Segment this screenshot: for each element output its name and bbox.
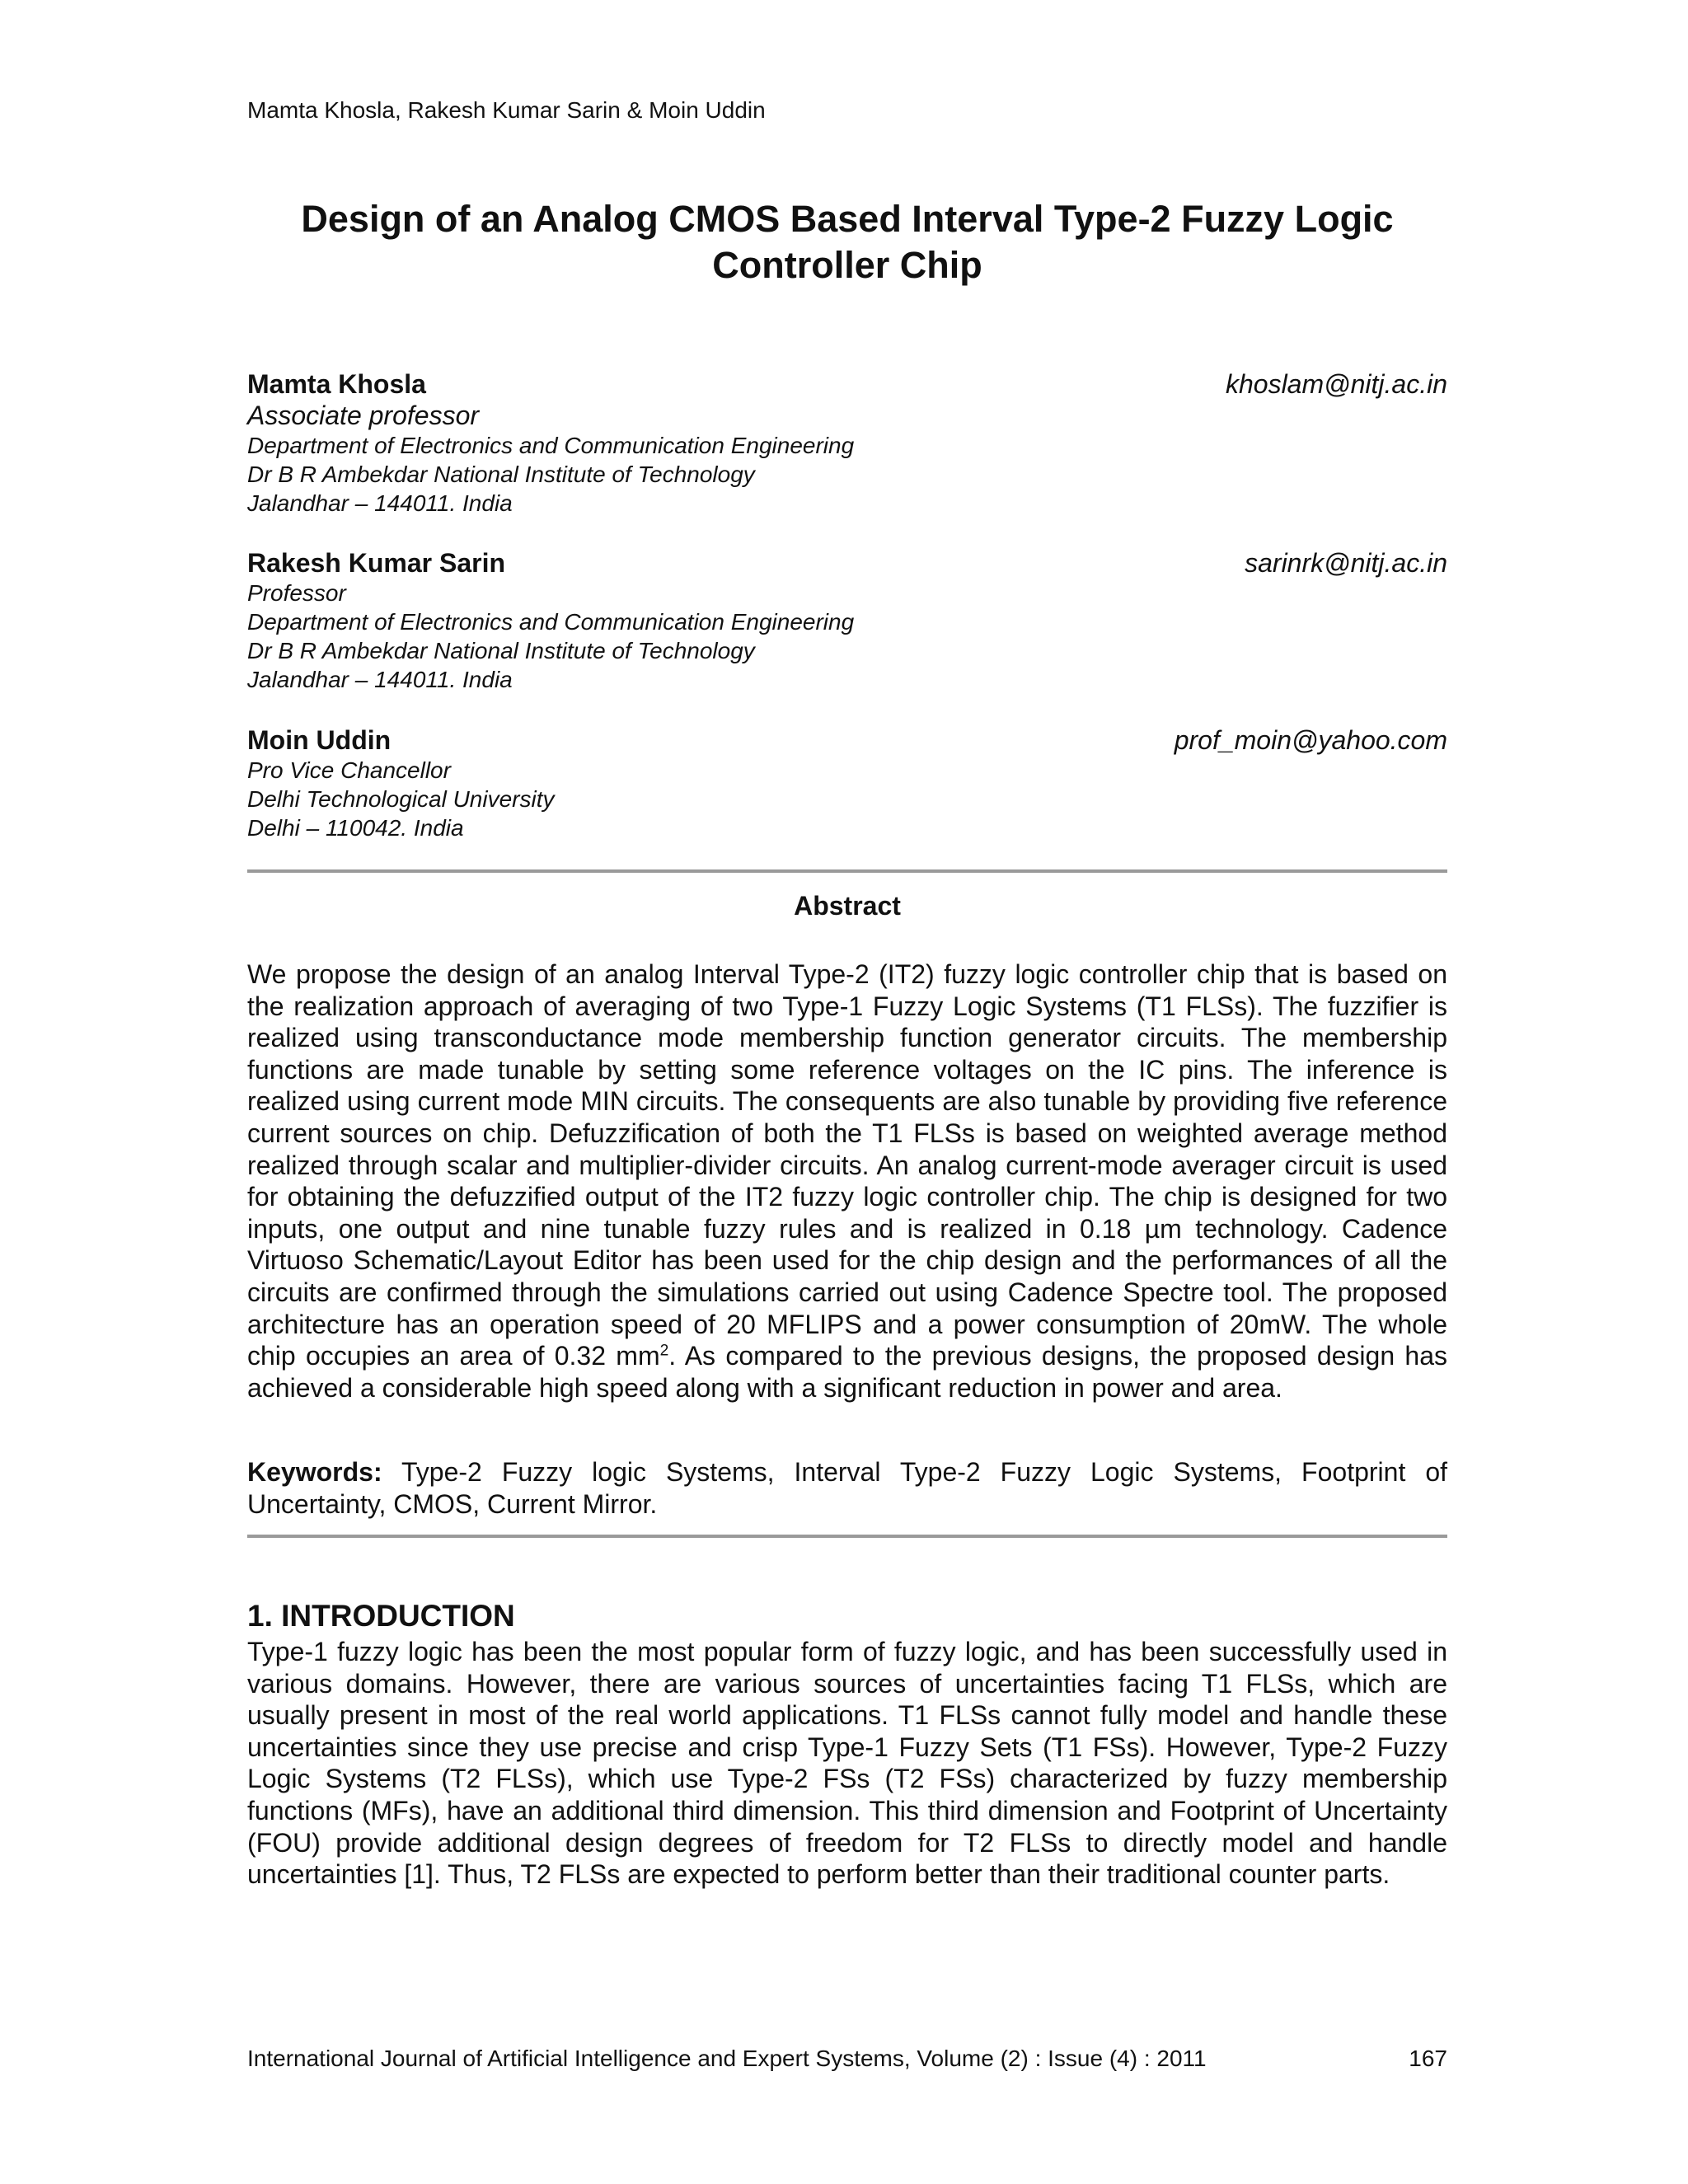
author-block-2 xyxy=(247,547,1447,694)
page-number: 167 xyxy=(1409,2046,1447,2071)
title-line-2: Controller Chip xyxy=(712,244,982,286)
keywords-label: Keywords: xyxy=(247,1457,382,1487)
abstract-body xyxy=(247,958,1447,1404)
running-header: Mamta Khosla, Rakesh Kumar Sarin & Moin Uddin xyxy=(247,97,766,123)
abstract-text-end: . As compared to the previous designs, the proposed design has achieved a considerable high speed along with a significant reduction in power and area. xyxy=(247,1341,1448,1403)
introduction-body: Type-1 fuzzy logic has been the most popular form of fuzzy logic, and has been successfully used in various domains. However, there are various sources of uncertainties facing T1 FLSs, which are usually present in most of the real world applications. T1 FLSs cannot fully model and handle these uncertainties since they use precise and crisp Type-1 Fuzzy Sets (T1 FSs). However, Type-2 Fuzzy Logic Systems (T2 FLSs), which use Type-2 FSs (T2 FSs) characterized by fuzzy membership functions (MFs), have an additional third dimension. This third dimension and Footprint of Uncertainty (FOU) provide additional design degrees of freedom for T2 FLSs to directly model and handle uncertainties [1]. Thus, T2 FLSs are expected to perform better than their traditional counter parts. xyxy=(247,1637,1447,1890)
footer-journal: International Journal of Artificial Intelligence and Expert Systems, Volume (2) : Issue (4) : 2011 xyxy=(247,2046,1207,2071)
keywords xyxy=(247,1456,1447,1520)
author-department: Department of Electronics and Communication Engineering xyxy=(247,433,855,458)
page-footer xyxy=(247,2046,1447,2072)
author-email[interactable]: khoslam@nitj.ac.in xyxy=(1225,369,1447,399)
author-email[interactable]: sarinrk@nitj.ac.in xyxy=(1245,548,1447,578)
author-department: Department of Electronics and Communication Engineering xyxy=(247,609,855,635)
title-line-1: Design of an Analog CMOS Based Interval Type-2 Fuzzy Logic xyxy=(301,198,1394,240)
abstract-heading: Abstract xyxy=(794,891,901,921)
section-heading-introduction: 1. INTRODUCTION xyxy=(247,1599,515,1633)
abstract-text: We propose the design of an analog Interval Type-2 (IT2) fuzzy logic controller chip that is based on the realization approach of averaging of two Type-1 Fuzzy Logic Systems (T1 FLSs). The fuzzifier is realized using transconductance mode membership function generator circuits. The membership functions are made tunable by setting some reference voltages on the IC pins. The inference is realized using current mode MIN circuits. The consequents are also tunable by providing five reference current sources on chip. Defuzzification of both the T1 FLSs is based on weighted average method realized through scalar and multiplier-divider circuits. An analog current-mode averager circuit is used for obtaining the defuzzified output of the IT2 fuzzy logic controller chip. The chip is designed for two inputs, one output and nine tunable fuzzy rules and is realized in 0.18 µm technology. Cadence Virtuoso Schematic/Layout Editor has been used for the chip design and the performances of all the circuits are confirmed through the simulations carried out using Cadence Spectre tool. The proposed architecture has an operation speed of 20 MFLIPS and a power consumption of 20mW. The whole chip occupies an area of 0.32 mm xyxy=(247,959,1447,1371)
abstract-bottom-divider xyxy=(247,1535,1447,1538)
author-role: Associate professor xyxy=(247,401,480,430)
author-email[interactable]: prof_moin@yahoo.com xyxy=(1174,725,1447,755)
author-location: Jalandhar – 144011. India xyxy=(247,490,513,516)
area-unit-superscript: 2 xyxy=(659,1342,669,1360)
author-block-3 xyxy=(247,724,1447,842)
author-role: Pro Vice Chancellor xyxy=(247,757,451,783)
author-location: Delhi – 110042. India xyxy=(247,815,464,841)
author-institute: Dr B R Ambekdar National Institute of Technology xyxy=(247,638,755,663)
author-institute: Dr B R Ambekdar National Institute of Technology xyxy=(247,462,755,487)
author-name: Mamta Khosla xyxy=(247,369,426,399)
paper-title xyxy=(247,196,1447,288)
author-institute: Delhi Technological University xyxy=(247,786,555,812)
author-role: Professor xyxy=(247,580,346,606)
author-name: Moin Uddin xyxy=(247,725,392,755)
keywords-text: Type-2 Fuzzy logic Systems, Interval Type-2 Fuzzy Logic Systems, Footprint of Uncertainty, CMOS, Current Mirror. xyxy=(247,1457,1448,1519)
author-name: Rakesh Kumar Sarin xyxy=(247,548,506,578)
abstract-top-divider xyxy=(247,869,1447,873)
author-block-1 xyxy=(247,368,1447,518)
author-location: Jalandhar – 144011. India xyxy=(247,667,513,692)
